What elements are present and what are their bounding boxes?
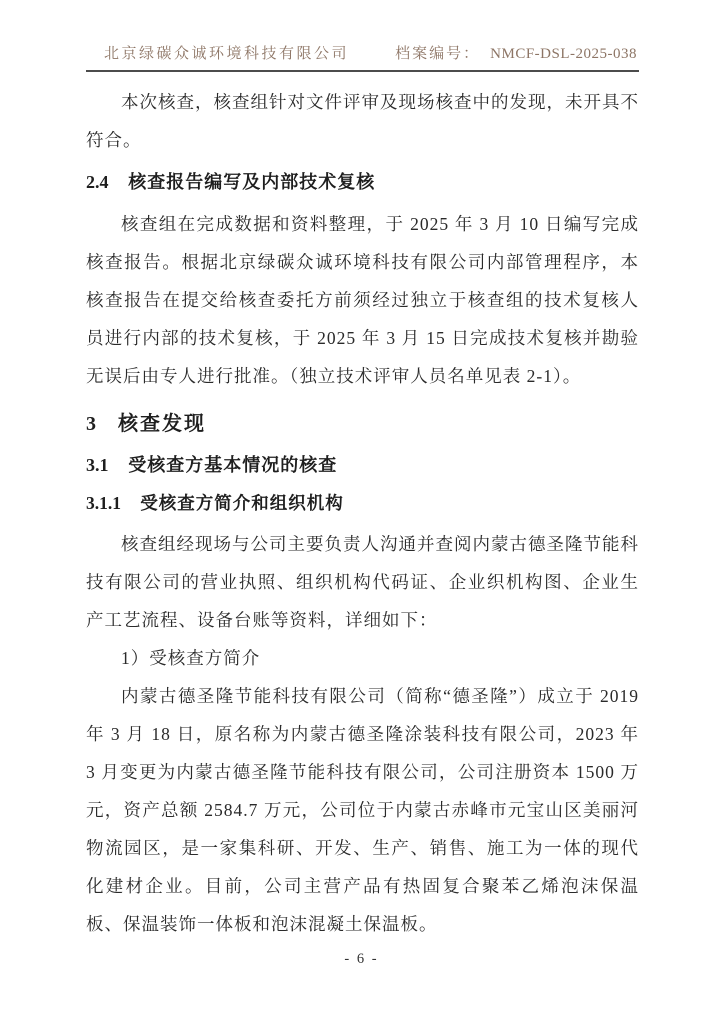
paragraph-company-profile: 内蒙古德圣隆节能科技有限公司（简称“德圣隆”）成立于 2019 年 3 月 18 日，原名称为内蒙古德圣隆涂装科技有限公司，2023 年 3 月变更为内蒙古德圣隆节能科技有限公司，公司注册资本 1500 万元，资产总额 2584.7 万元，公司位于内蒙古赤峰市元宝山区美丽河物流园区，是一家集科研、开发、生产、销售、施工为一体的现代化建材企业。目前，公司主营产品有热固复合聚苯乙烯泡沫保温板、保温装饰一体板和泡沫混凝土保温板。 bbox=[86, 686, 639, 934]
heading-3-number: 3 bbox=[86, 413, 96, 435]
heading-2-4-title: 核查报告编写及内部技术复核 bbox=[128, 172, 376, 192]
heading-3-1-1-title: 受核查方简介和组织机构 bbox=[140, 493, 344, 513]
heading-2-4 bbox=[86, 168, 639, 196]
heading-2-4-number: 2.4 bbox=[86, 172, 109, 192]
paragraph-verification-finding: 本次核查，核查组针对文件评审及现场核查中的发现，未开具不符合。 bbox=[86, 92, 639, 150]
archive-number-value: NMCF-DSL-2025-038 bbox=[490, 46, 637, 62]
heading-3 bbox=[86, 409, 639, 439]
page-number: - 6 - bbox=[344, 951, 379, 967]
paragraph-report-compilation: 核查组在完成数据和资料整理，于 2025 年 3 月 10 日编写完成核查报告。根据北京绿碳众诚环境科技有限公司内部管理程序，本核查报告在提交给核查委托方前须经过独立于核查组的技术复核人员进行内部的技术复核，于 2025 年 3 月 15 日完成技术复核并勘验无误后由专人进行批准。（独立技术评审人员名单见表 2-1）。 bbox=[86, 214, 639, 386]
heading-3-title: 核查发现 bbox=[118, 413, 206, 435]
document-body bbox=[86, 72, 639, 943]
header-archive bbox=[395, 42, 637, 63]
header-company-name: 北京绿碳众诚环境科技有限公司 bbox=[104, 46, 350, 62]
heading-3-1-1-number: 3.1.1 bbox=[86, 493, 121, 513]
paragraph-document-review: 核查组经现场与公司主要负责人沟通并查阅内蒙古德圣隆节能科技有限公司的营业执照、组织机构代码证、企业织机构图、企业生产工艺流程、设备台账等资料，详细如下： bbox=[86, 534, 639, 630]
list-item-company-intro: 1）受核查方简介 bbox=[121, 648, 261, 668]
page-footer bbox=[0, 951, 723, 968]
page-header bbox=[86, 42, 639, 70]
archive-number-label: 档案编号： bbox=[395, 46, 481, 62]
heading-3-1-title: 受核查方基本情况的核查 bbox=[128, 455, 338, 475]
heading-3-1-1 bbox=[86, 489, 639, 517]
heading-3-1 bbox=[86, 451, 639, 479]
heading-3-1-number: 3.1 bbox=[86, 455, 109, 475]
